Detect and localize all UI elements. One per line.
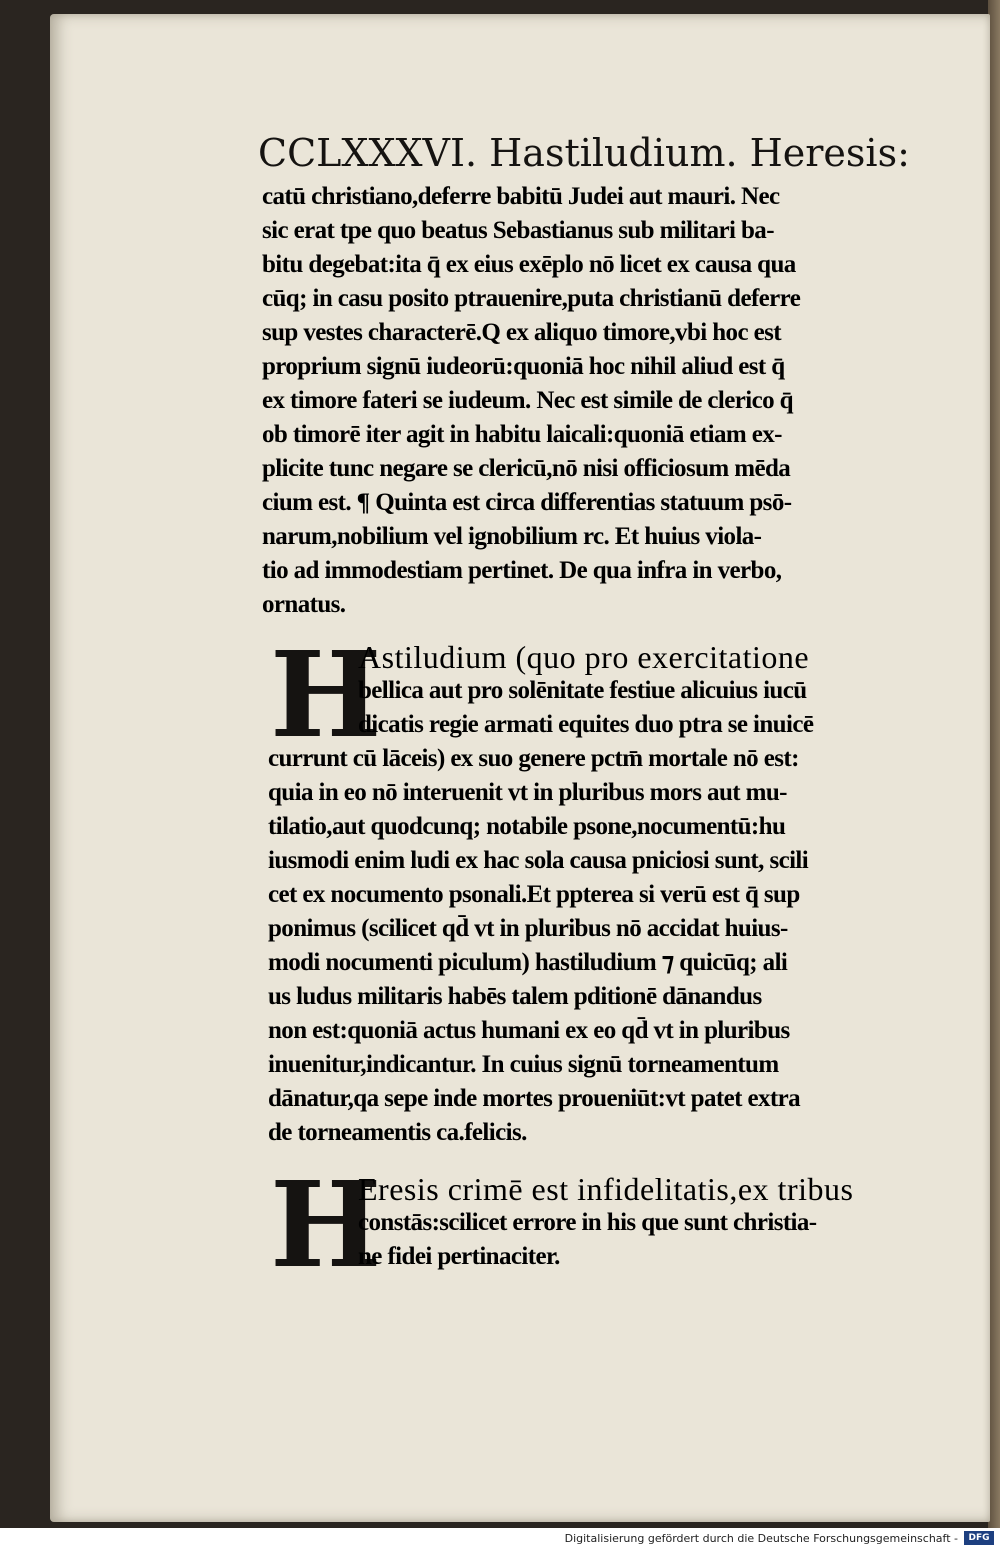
text-line: catū christiano,deferre babitū Judei aut mauri. Nec	[262, 183, 780, 210]
text-line: cūq; in casu posito ptrauenire,puta christianū deferre	[262, 285, 801, 312]
text-line: ob timorē iter agit in habitu laicali:quoniā etiam ex-	[262, 421, 782, 448]
text-line: sup vestes characterē.Q ex aliquo timore,vbi hoc est	[262, 319, 781, 346]
text-line: narum,nobilium vel ignobilium rc. Et huius viola-	[262, 523, 762, 550]
text-line: ex timore fateri se iudeum. Nec est simile de clerico q̄	[262, 387, 793, 414]
text-line: quia in eo nō interuenit vt in pluribus mors aut mu-	[268, 779, 787, 806]
text-line: bellica aut pro solēnitate festiue alicuius iucū	[358, 677, 807, 704]
funding-credit: Digitalisierung gefördert durch die Deutsche Forschungsgemeinschaft -	[564, 1532, 958, 1545]
text-line: ponimus (scilicet qd̄ vt in pluribus nō accidat huius-	[268, 915, 788, 942]
dfg-logo-icon: DFG	[964, 1531, 994, 1545]
running-head: CCLXXXVI. Hastiludium. Heresis:	[258, 131, 910, 175]
text-line: Eresis crimē est infidelitatis,ex tribus	[358, 1171, 854, 1207]
text-line: proprium signū iudeorū:quoniā hoc nihil aliud est q̄	[262, 353, 785, 380]
text-line: non est:quoniā actus humani ex eo qd̄ vt in pluribus	[268, 1017, 790, 1044]
text-line: tio ad immodestiam pertinet. De qua infra in verbo,	[262, 557, 782, 584]
text-line: iusmodi enim ludi ex hac sola causa pniciosi sunt, scili	[268, 847, 809, 874]
paragraph-heresis	[268, 1172, 968, 1274]
drop-capital: H	[270, 625, 382, 764]
text-line: Astiludium (quo pro exercitatione	[358, 639, 810, 675]
text-line: de torneamentis ca.felicis.	[268, 1119, 527, 1146]
text-line: bitu degebat:ita q̄ ex eius exēplo nō licet ex causa qua	[262, 251, 796, 278]
text-line: plicite tunc negare se clericū,nō nisi officiosum mēda	[262, 455, 791, 482]
text-line: tilatio,aut quodcunq; notabile psone,nocumentū:hu	[268, 813, 786, 840]
text-line: dānatur,qa sepe inde mortes proueniūt:vt patet extra	[268, 1085, 800, 1112]
paragraph-hastiludium	[268, 640, 968, 1150]
text-line: us ludus militaris habēs talem pditionē dānandus	[268, 983, 762, 1010]
paragraph-continuation	[262, 180, 962, 622]
text-line: dicatis regie armati equites duo ptra se inuicē	[358, 711, 814, 738]
text-line: modi nocumenti piculum) hastiludium ⁊ quicūq; ali	[268, 949, 788, 976]
text-line: ornatus.	[262, 591, 346, 618]
text-line: cet ex nocumento psonali.Et ppterea si verū est q̄ sup	[268, 881, 800, 908]
text-line: inuenitur,indicantur. In cuius signū torneamentum	[268, 1051, 779, 1078]
text-line: cium est. ¶ Quinta est circa differentias statuum psō-	[262, 489, 792, 516]
text-line: sic erat tpe quo beatus Sebastianus sub militari ba-	[262, 217, 774, 244]
footer-bar	[0, 1528, 1000, 1549]
drop-capital: H	[270, 1155, 382, 1294]
text-line: ne fidei pertinaciter.	[358, 1243, 560, 1270]
text-line: currunt cū lāceis) ex suo genere pctm̄ mortale nō est:	[268, 745, 799, 772]
text-line: constās:scilicet errore in his que sunt christia-	[358, 1209, 817, 1236]
